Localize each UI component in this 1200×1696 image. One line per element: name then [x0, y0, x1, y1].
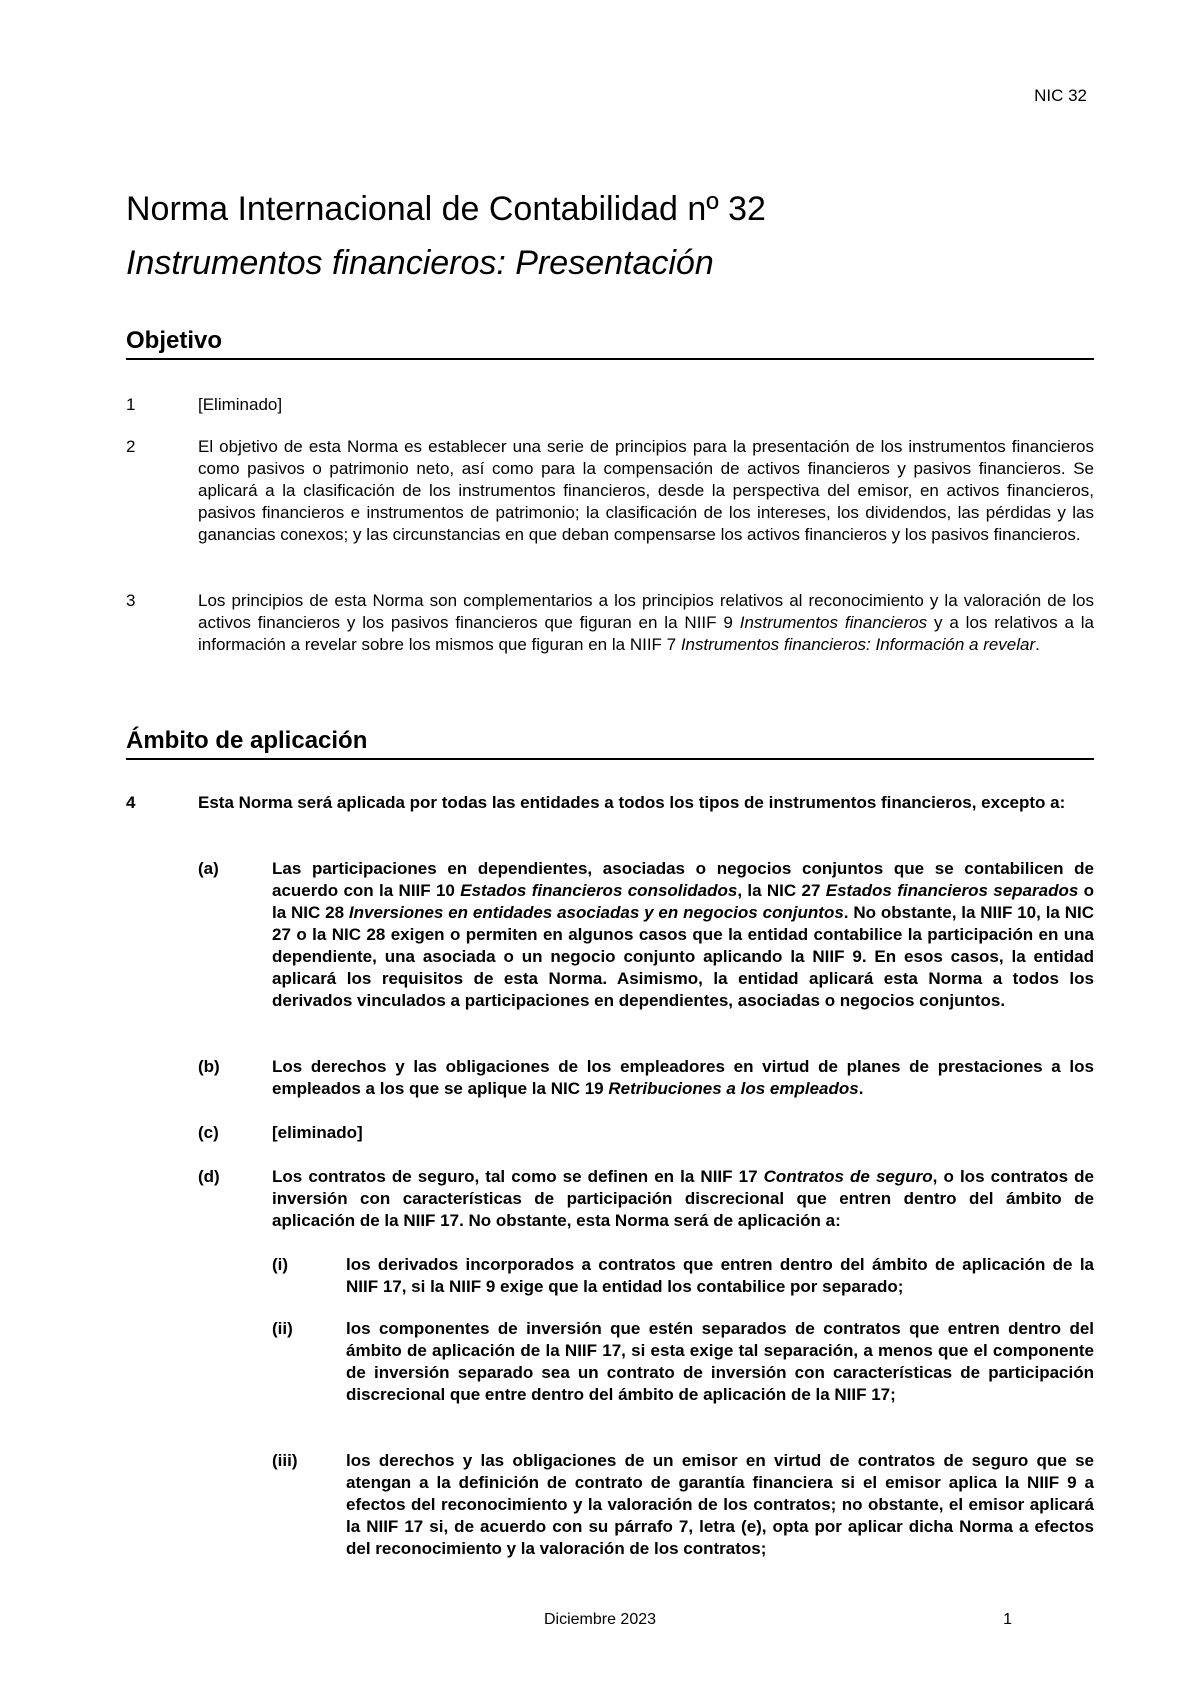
paragraph-number: 1	[126, 395, 136, 414]
paragraph-number: 3	[126, 591, 136, 610]
paragraph-2	[126, 436, 1094, 546]
list-item-text: Los contratos de seguro, tal como se definen en la NIIF 17 Contratos de seguro, o los contratos de inversión con características de participación discrecional que entren dentro del ámbito de aplicación de la NIIF 17. No obstante, esta Norma será de aplicación a:	[272, 1167, 1095, 1230]
sub-item-i	[272, 1254, 1094, 1298]
section-heading-ambito: Ámbito de aplicación	[126, 726, 1094, 760]
list-item-text: los derechos y las obligaciones de un emisor en virtud de contratos de seguro que se atengan a la definición de contrato de garantía financiera si el emisor aplica la NIIF 9 a efectos del reconocimiento y la valoración de los contratos; no obstante, el emisor aplicará la NIIF 17 si, de acuerdo con su párrafo 7, letra (e), opta por aplicar dicha Norma a efectos del reconocimiento y la valoración de los contratos;	[346, 1451, 1094, 1558]
list-item-label: (ii)	[272, 1319, 293, 1338]
page-number: 1	[1003, 1611, 1012, 1628]
list-item-text: los componentes de inversión que estén separados de contratos que entren dentro del ámbito de aplicación de la NIIF 17, si esta exige tal separación, a menos que el componente de inversión separado sea un contrato de inversión con características de participación discrecional que entre dentro del ámbito de aplicación de la NIIF 17;	[346, 1319, 1094, 1404]
running-header: NIC 32	[1034, 86, 1087, 105]
footer-date: Diciembre 2023	[543, 1611, 657, 1628]
standard-subtitle: Instrumentos financieros: Presentación	[126, 244, 714, 282]
list-item-c	[198, 1122, 1094, 1144]
section-heading-objetivo: Objetivo	[126, 326, 1094, 360]
paragraph-1	[126, 394, 1094, 416]
paragraph-number: 2	[126, 437, 136, 456]
list-item-text: Los derechos y las obligaciones de los empleadores en virtud de planes de prestaciones a los empleados a los que se aplique la NIC 19 Retribuciones a los empleados.	[272, 1057, 1094, 1098]
paragraph-text: Los principios de esta Norma son complementarios a los principios relativos al reconocimiento y la valoración de los activos financieros y los pasivos financieros que figuran en la NIIF 9 Instrumentos financieros y a los relativos a la información a revelar sobre los mismos que figuran en la NIIF 7 Instrumentos financieros: Información a revelar.	[198, 591, 1095, 654]
paragraph-text: [Eliminado]	[198, 395, 283, 414]
standard-title: Norma Internacional de Contabilidad nº 32	[126, 190, 766, 228]
list-item-label: (iii)	[272, 1451, 298, 1470]
list-item-label: (d)	[198, 1167, 220, 1186]
reference-title: Instrumentos financieros: Información a revelar	[680, 635, 1036, 654]
list-item-d	[198, 1166, 1094, 1232]
list-item-label: (b)	[198, 1057, 220, 1076]
paragraph-4	[126, 792, 1094, 814]
list-item-label: (c)	[198, 1123, 219, 1142]
sub-item-ii	[272, 1318, 1094, 1406]
reference-title: Instrumentos financieros	[739, 613, 928, 632]
list-item-text: los derivados incorporados a contratos que entren dentro del ámbito de aplicación de la NIIF 17, si la NIIF 9 exige que la entidad los contabilice por separado;	[346, 1255, 1094, 1296]
paragraph-3	[126, 590, 1094, 656]
paragraph-number: 4	[126, 793, 136, 812]
list-item-text: Las participaciones en dependientes, asociadas o negocios conjuntos que se contabilicen de acuerdo con la NIIF 10 Estados financieros consolidados, la NIC 27 Estados financieros separados o la NIC 28 Inversiones en entidades asociadas y en negocios conjuntos. No obstante, la NIIF 10, la NIC 27 o la NIC 28 exigen o permiten en algunos casos que la entidad contabilice la participación en una dependiente, una asociada o un negocio conjunto aplicando la NIIF 9. En esos casos, la entidad aplicará los requisitos de esta Norma. Asimismo, la entidad aplicará esta Norma a todos los derivados vinculados a participaciones en dependientes, asociadas o negocios conjuntos.	[272, 859, 1095, 1010]
list-item-text: [eliminado]	[272, 1123, 363, 1142]
list-item-label: (a)	[198, 859, 219, 878]
list-item-b	[198, 1056, 1094, 1100]
sub-item-iii	[272, 1450, 1094, 1560]
list-item-label: (i)	[272, 1255, 289, 1274]
paragraph-text: Esta Norma será aplicada por todas las entidades a todos los tipos de instrumentos financieros, excepto a:	[198, 793, 1066, 812]
list-item-a	[198, 858, 1094, 1012]
paragraph-text: El objetivo de esta Norma es establecer una serie de principios para la presentación de los instrumentos financieros como pasivos o patrimonio neto, así como para la compensación de activos financieros y pasivos financieros. Se aplicará a la clasificación de los instrumentos financieros, desde la perspectiva del emisor, en activos financieros, pasivos financieros e instrumentos de patrimonio; la clasificación de los intereses, los dividendos, las pérdidas y las ganancias conexos; y las circunstancias en que deban compensarse los activos financieros y los pasivos financieros.	[198, 437, 1094, 544]
